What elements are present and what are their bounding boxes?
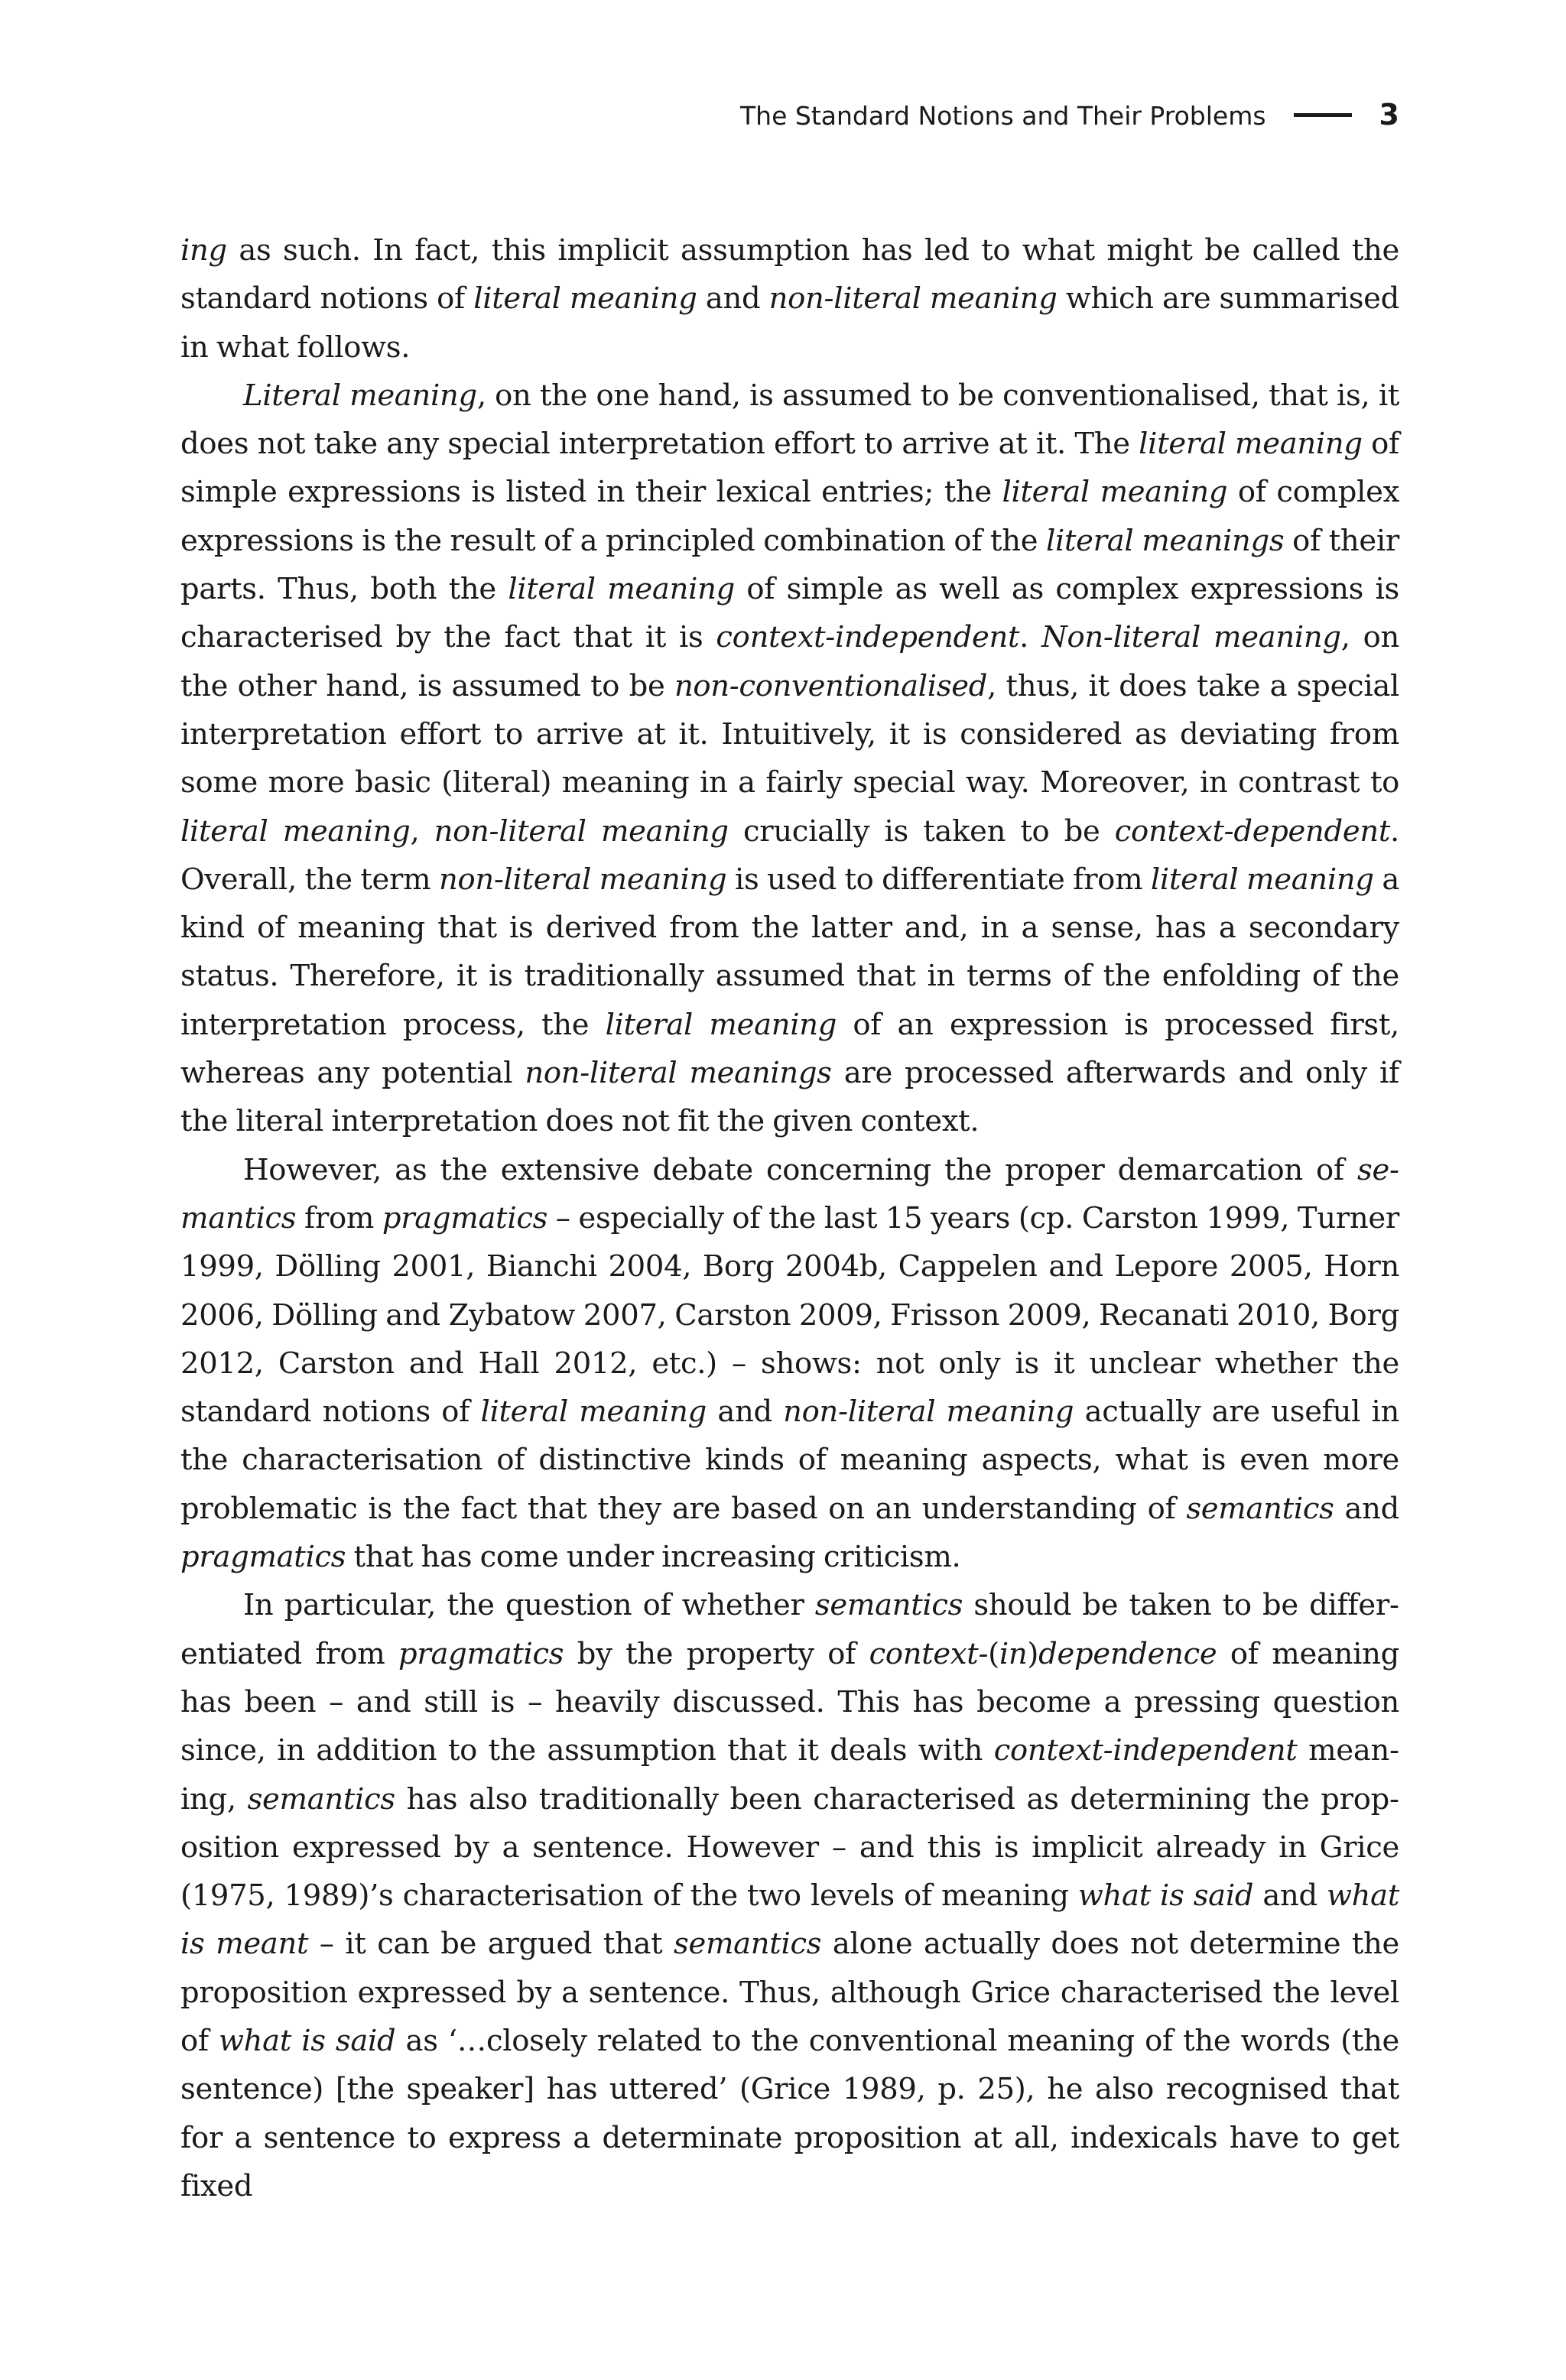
italic-term: ing xyxy=(180,233,227,268)
italic-term: literal meaning xyxy=(1150,862,1374,897)
text-run: of simple as well as complex expressions is characterised by the fact that it is xyxy=(180,572,1399,655)
italic-term: context- xyxy=(869,1636,989,1671)
italic-term: literal meaning xyxy=(473,281,697,317)
text-run: ( xyxy=(988,1636,999,1671)
text-run: as such. In fact, this implicit assumption has led to what might be called the standard notions of xyxy=(180,233,1399,317)
paragraph xyxy=(180,226,1399,372)
page-number: 3 xyxy=(1379,98,1399,132)
text-run: ) xyxy=(1027,1636,1039,1671)
italic-term: literal meanings xyxy=(1045,523,1285,558)
italic-term: semantics xyxy=(1186,1491,1334,1526)
text-run: alone actually does not determine the proposition expressed by a sentence. Thus, although Grice characterised the level of xyxy=(180,1927,1399,2058)
text-run: as ‘…closely related to the conventional meaning of the words (the sentence) [the speaker] has uttered’ (Grice 1989, p. 25), he also recognised that for a sentence to express a determinate proposition at all, indexicals have to get fixed xyxy=(180,2023,1399,2203)
italic-term: semantics xyxy=(814,1588,963,1623)
italic-term: non-literal meaning xyxy=(783,1395,1074,1430)
paragraph xyxy=(180,372,1399,1146)
text-run: crucially is taken to be xyxy=(728,813,1115,849)
italic-term: literal meaning xyxy=(480,1395,707,1430)
italic-term: literal meaning xyxy=(180,813,411,849)
italic-term: non-literal meaning xyxy=(434,813,729,849)
italic-term: dependence xyxy=(1038,1636,1217,1671)
italic-term: pragmatics xyxy=(398,1636,564,1671)
italic-term: what is said xyxy=(1077,1878,1254,1914)
text-run: of complex expressions is the result of a principled combination of the xyxy=(180,475,1399,558)
text-run: that has come under increasing criticism. xyxy=(346,1540,961,1575)
running-head-rule xyxy=(1294,113,1352,117)
text-run: of their parts. Thus, both the xyxy=(180,523,1400,607)
text-run: and xyxy=(1253,1878,1327,1914)
text-run: – it can be argued that xyxy=(308,1927,674,1962)
text-run: from xyxy=(296,1200,382,1235)
italic-term: literal meaning xyxy=(605,1007,837,1042)
italic-term: literal meaning xyxy=(508,572,735,607)
italic-term: context-independent xyxy=(716,620,1020,655)
text-run: a kind of meaning that is derived from the latter and, in a sense, has a secondary status. Therefore, it is traditionally assumed that in terms of the enfolding of the interpretation process, the xyxy=(180,862,1400,1042)
running-head-title: The Standard Notions and Their Problems xyxy=(740,101,1266,131)
text-run: by the property of xyxy=(564,1636,869,1671)
text-run: , thus, it does take a special interpretation effort to arrive at it. Intuitively, it is considered as deviating from some more basic (literal) meaning in a fairly special way. Moreover, in contrast to xyxy=(180,668,1399,800)
text-run: , xyxy=(410,813,434,849)
text-run: actually are useful in the characterisation of distinctive kinds of meaning aspects, what is even more problematic is the fact that they are based on an understanding of xyxy=(180,1395,1399,1526)
text-run: of simple expressions is listed in their lexical entries; the xyxy=(180,427,1399,510)
text-run: . Overall, the term xyxy=(180,813,1399,897)
text-run: which are summarised in what follows. xyxy=(180,281,1399,365)
text-run: is used to differentiate from xyxy=(726,862,1151,897)
text-run: meaning, xyxy=(180,1733,1399,1817)
italic-term: non-literal meaning xyxy=(768,281,1058,317)
italic-term: what is said xyxy=(219,2023,396,2058)
italic-term: context-dependent xyxy=(1114,813,1391,849)
italic-term: pragmatics xyxy=(382,1200,548,1235)
text-run: and xyxy=(697,281,769,317)
italic-term: literal meaning xyxy=(1002,475,1228,510)
text-run: – especially of the last 15 years (cp. Carston 1999, Turner 1999, Dölling 2001, Bianchi 2004, Borg 2004b, Cappelen and Lepore 2005, Horn 2006, Dölling and Zybatow 2007, Carston 2009, Frisson 2009, Recanati 2010, Borg 2012, Carston and Hall 2012, etc.) – shows: not only is it unclear whether the standard notions of xyxy=(180,1200,1399,1430)
body-text xyxy=(180,226,1399,2210)
text-run: and xyxy=(706,1395,784,1430)
italic-term: semantics xyxy=(247,1781,395,1817)
italic-term: Non-literal meaning xyxy=(1041,620,1341,655)
italic-term: Literal meaning xyxy=(243,378,477,413)
text-run: However, as the extensive debate concerning the proper demarcation of xyxy=(243,1152,1358,1187)
italic-term: semantics xyxy=(674,1927,822,1962)
italic-term: what is meant xyxy=(180,1878,1400,1962)
paragraph xyxy=(180,1146,1399,1582)
text-run: are processed afterwards and only if the literal interpretation does not fit the given context. xyxy=(180,1056,1399,1139)
italic-term: semantics xyxy=(180,1152,1399,1235)
text-run: of meaning has been – and still is – heavily discussed. This has become a pressing question since, in addition to the assumption that it deals with xyxy=(180,1636,1399,1768)
paragraph xyxy=(180,1581,1399,2210)
text-run: , on the one hand, is assumed to be conventionalised, that is, it does not take any special interpretation effort to arrive at it. The xyxy=(180,378,1399,462)
italic-term: context-independent xyxy=(993,1733,1298,1768)
italic-term: in xyxy=(999,1636,1028,1671)
text-run: In particular, the question of whether xyxy=(243,1588,815,1623)
text-run: and xyxy=(1334,1491,1399,1526)
text-run: has also traditionally been characterised as determining the proposition expressed by a sentence. However – and this is implicit already in Grice (1975, 1989)’s characterisation of the two levels of meaning xyxy=(180,1781,1399,1914)
text-run: of an expression is processed first, whereas any potential xyxy=(180,1007,1399,1091)
text-run: , on the other hand, is assumed to be xyxy=(180,620,1399,703)
italic-term: pragmatics xyxy=(180,1540,346,1575)
italic-term: non-literal meaning xyxy=(438,862,727,897)
text-run: should be taken to be differentiated from xyxy=(180,1588,1399,1671)
italic-term: non-literal meanings xyxy=(525,1056,832,1091)
text-run: . xyxy=(1019,620,1042,655)
italic-term: non-conventionalised xyxy=(674,668,988,703)
italic-term: literal meaning xyxy=(1139,427,1363,462)
running-head xyxy=(0,98,1399,132)
